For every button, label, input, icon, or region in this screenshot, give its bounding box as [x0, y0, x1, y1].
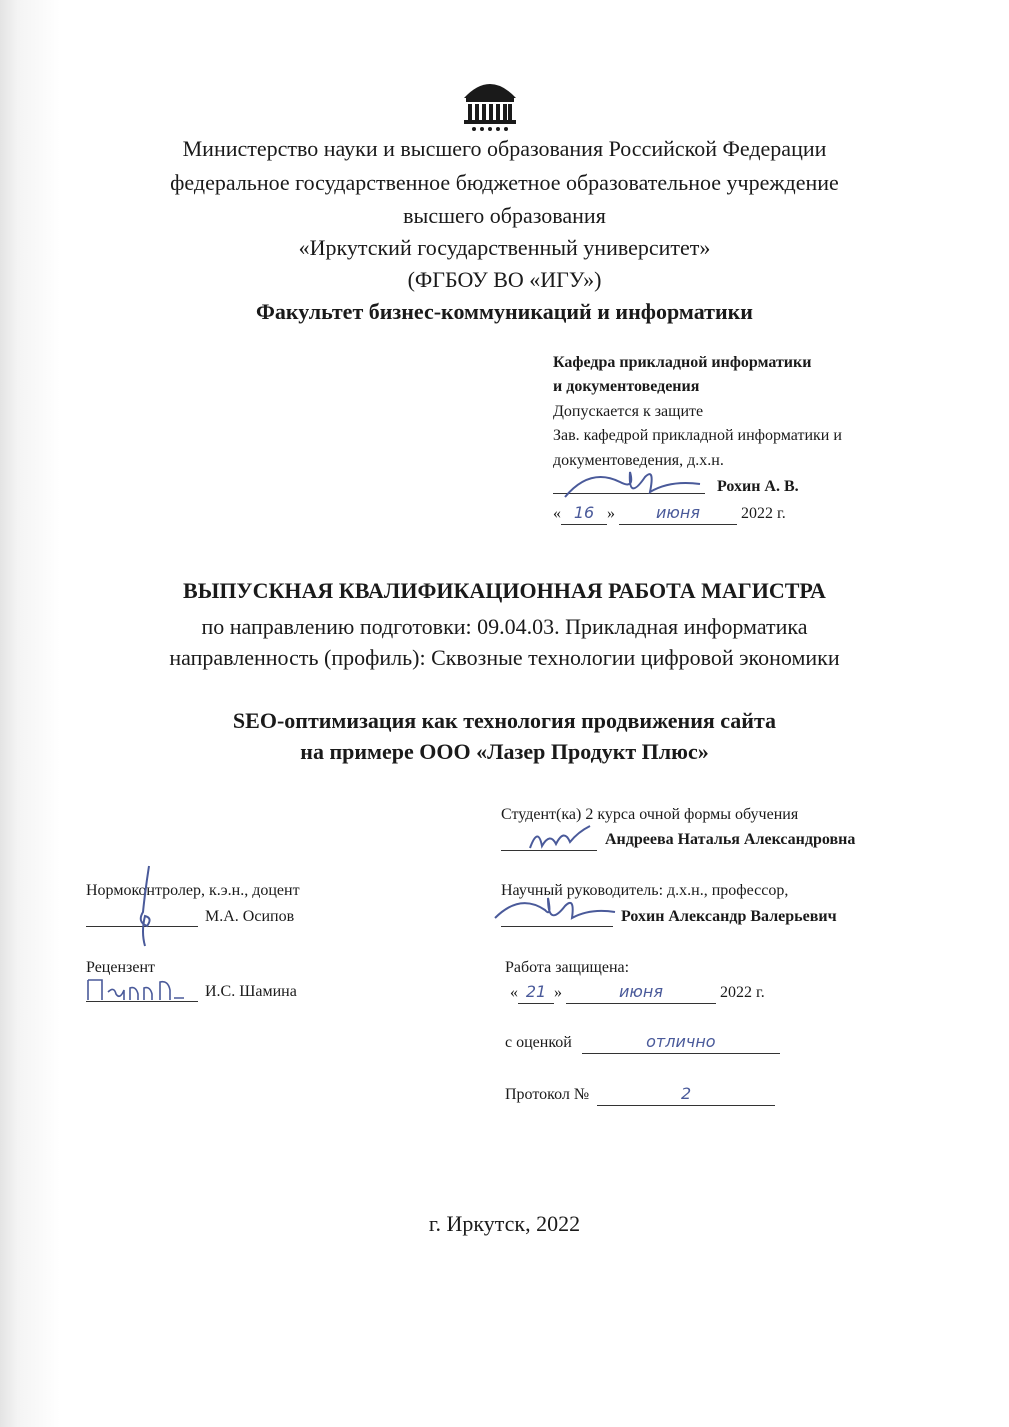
- work-type-heading: ВЫПУСКНАЯ КВАЛИФИКАЦИОННАЯ РАБОТА МАГИСТРА: [183, 578, 826, 603]
- defense-date-close: »: [554, 984, 562, 1001]
- protocol-row: [505, 1083, 775, 1106]
- university-logo-icon: [458, 68, 522, 132]
- admitted-text: Допускается к защите: [553, 403, 704, 420]
- topic-line2: на примере ООО «Лазер Продукт Плюс»: [300, 739, 709, 764]
- approval-date-close: »: [607, 505, 615, 522]
- university-line: «Иркутский государственный университет»: [298, 235, 711, 260]
- approval-date: [553, 502, 786, 525]
- normcontrol-label: Нормоконтролер, к.э.н., доцент: [86, 882, 300, 899]
- protocol-value: 2: [597, 1083, 775, 1106]
- ministry-line: Министерство науки и высшего образования Российской Федерации: [182, 136, 827, 161]
- reviewer-label: Рецензент: [86, 959, 155, 976]
- student-signature-icon: [520, 818, 600, 858]
- reviewer-name: И.С. Шамина: [205, 983, 297, 1000]
- department-line2: и документоведения: [553, 378, 700, 395]
- student-name: Андреева Наталья Александровна: [605, 831, 856, 848]
- approval-date-day: 16: [561, 502, 607, 525]
- approval-date-year: 2022 г.: [741, 505, 786, 522]
- student-label: Студент(ка) 2 курса очной формы обучения: [501, 806, 799, 823]
- faculty-line: Факультет бизнес-коммуникаций и информатики: [256, 299, 753, 324]
- direction-line: по направлению подготовки: 09.04.03. Прикладная информатика: [201, 614, 808, 639]
- approval-date-open: «: [553, 505, 561, 522]
- profile-line: направленность (профиль): Сквозные технологии цифровой экономики: [169, 645, 840, 670]
- head-line1: Зав. кафедрой прикладной информатики и: [553, 427, 842, 444]
- department-line1: Кафедра прикладной информатики: [553, 354, 812, 371]
- abbreviation-line: (ФГБОУ ВО «ИГУ»): [407, 267, 602, 292]
- head-name: Рохин А. В.: [717, 478, 799, 495]
- grade-value: отлично: [582, 1031, 780, 1054]
- defense-date-open: «: [510, 984, 518, 1001]
- supervisor-label: Научный руководитель: д.х.н., профессор,: [501, 882, 789, 899]
- defense-date: [510, 981, 765, 1004]
- grade-label: с оценкой: [505, 1034, 572, 1051]
- head-signature-icon: [560, 462, 710, 504]
- defense-date-day: 21: [518, 981, 554, 1004]
- head-line2: документоведения, д.х.н.: [553, 452, 724, 469]
- education-level-line: высшего образования: [403, 203, 606, 228]
- reviewer-signature-icon: [84, 972, 194, 1004]
- city-year: г. Иркутск, 2022: [428, 1211, 581, 1236]
- institution-type-line: федеральное государственное бюджетное образовательное учреждение: [170, 170, 839, 195]
- approval-date-month: июня: [619, 502, 737, 525]
- topic-line1: SEO-оптимизация как технология продвижения сайта: [232, 708, 777, 733]
- normcontrol-signature-icon: [125, 862, 165, 948]
- grade-row: [505, 1031, 780, 1054]
- normcontrol-name: М.А. Осипов: [205, 908, 295, 925]
- defense-date-year: 2022 г.: [720, 984, 765, 1001]
- protocol-label: Протокол №: [505, 1086, 590, 1103]
- supervisor-signature-icon: [490, 888, 620, 932]
- supervisor-name: Рохин Александр Валерьевич: [621, 908, 837, 925]
- defense-date-month: июня: [566, 981, 716, 1004]
- defense-label: Работа защищена:: [505, 959, 630, 976]
